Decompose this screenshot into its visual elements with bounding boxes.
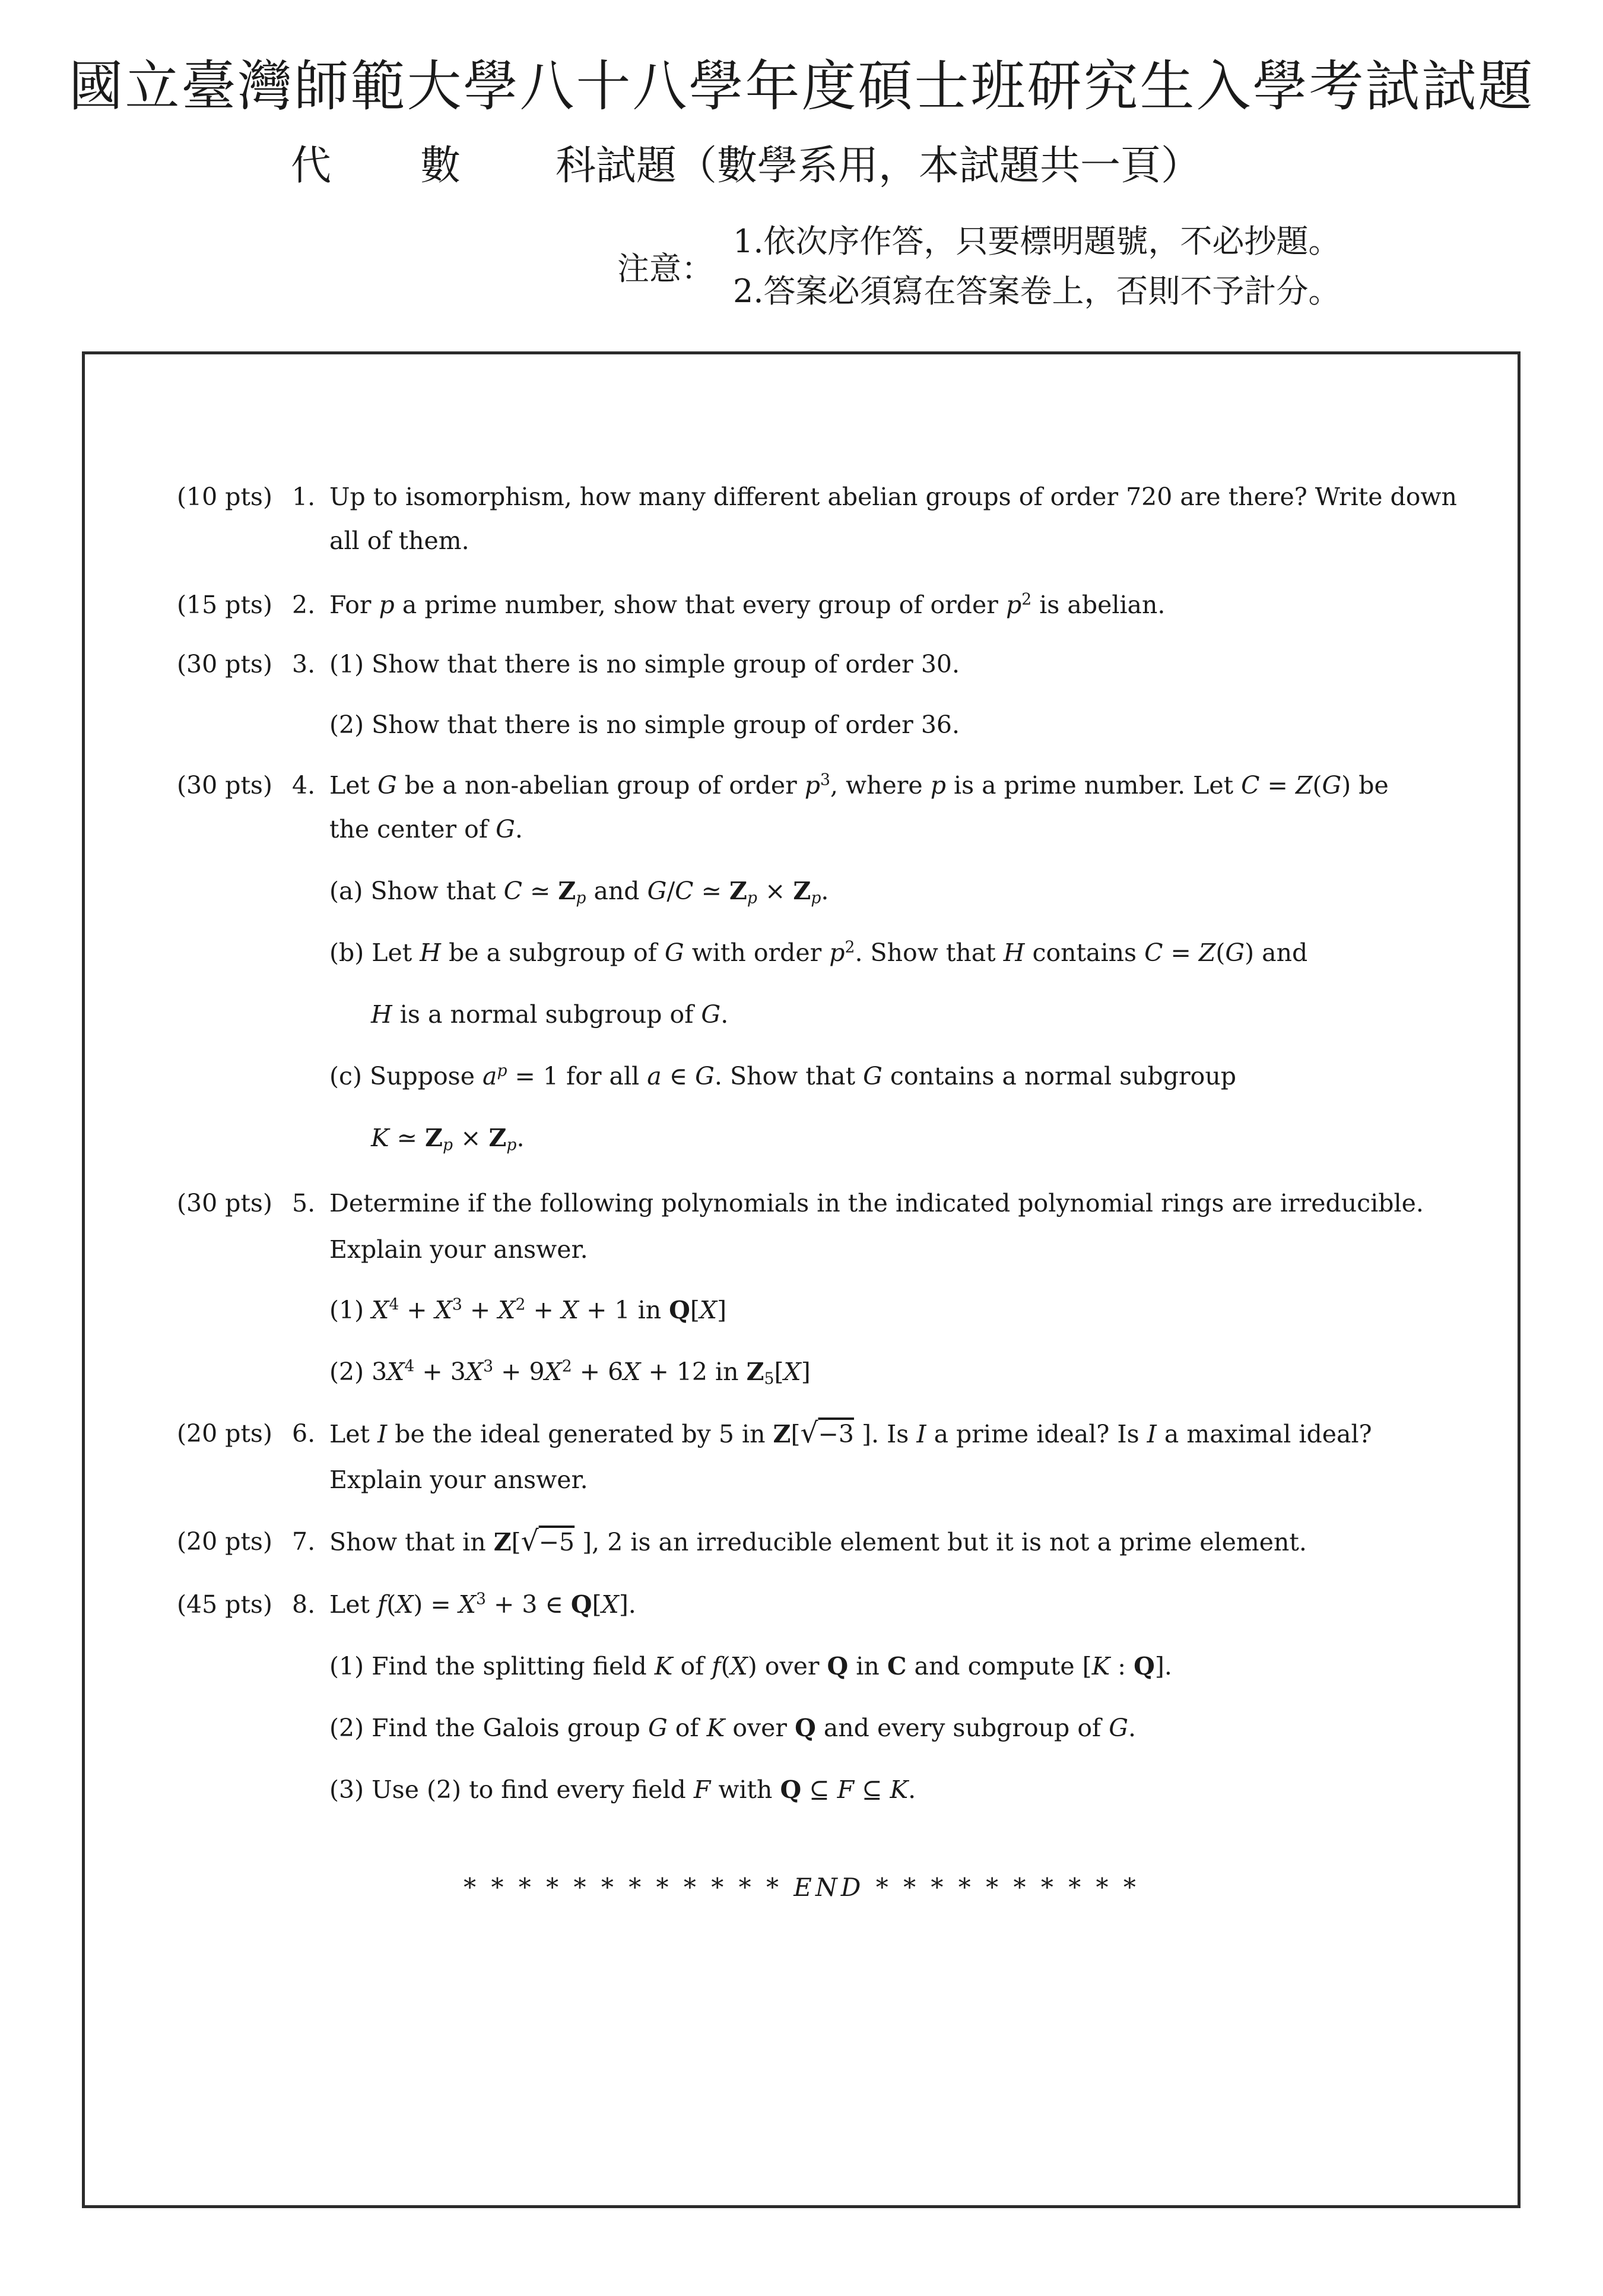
notice-item: 1.依次序作答，只要標明題號，不必抄題。 [733, 223, 1341, 260]
subject-char-2: 數 [420, 142, 461, 189]
question-number: 7. [292, 1527, 316, 1556]
question-number: 5. [292, 1189, 316, 1217]
notice-item: 2.答案必須寫在答案卷上，否則不予計分。 [733, 272, 1341, 310]
notice-items [733, 217, 1341, 316]
question-points: (30 pts) [177, 771, 272, 800]
question-text-cont: Explain your answer. [329, 1466, 588, 1494]
question-part: (1) Show that there is no simple group of order 30. [329, 650, 960, 678]
question-part-a: (a) Show that C ≃ $Z_p$ and G/C ≃ $Z_p \times Z_p$. [329, 877, 829, 908]
question-number: 3. [292, 650, 316, 678]
question-text-cont: all of them. [329, 527, 469, 555]
question-part-c-cont: K ≃ $Z_p \times Z_p$. [371, 1124, 525, 1155]
question-points: (20 pts) [177, 1527, 272, 1556]
end-marker: * * * * * * * * * * * * END * * * * * * * * * * [464, 1873, 1139, 1902]
question-number: 2. [292, 591, 316, 619]
question-points: (30 pts) [177, 650, 272, 678]
question-part: (1) $X^4 + X^3 + X^2 + X + 1$ in Q[X] [329, 1295, 727, 1324]
question-text-cont: the center of G. [329, 815, 523, 843]
question-text: Let I be the ideal generated by 5 in Z[√−3 ]. Is I a prime ideal? Is I a maximal ideal? [329, 1417, 1372, 1450]
question-part-c: (c) Suppose $a^p = 1$ for all a ∈ G. Show that G contains a normal subgroup [329, 1061, 1236, 1090]
question-text-cont: Explain your answer. [329, 1235, 588, 1264]
question-points: (15 pts) [177, 591, 272, 619]
subject-char-1: 代 [291, 142, 332, 189]
question-part: (1) Find the splitting field K of f(X) over Q in C and compute [K : Q]. [329, 1652, 1172, 1680]
exam-header-title: 國立臺灣師範大學八十八學年度碩士班研究生入學考試試題 [68, 55, 1535, 118]
question-number: 4. [292, 771, 316, 800]
subject-line [291, 134, 1201, 191]
question-text: Let $f(X) = X^3 + 3$ ∈ Q[X]. [329, 1590, 636, 1619]
question-text: Up to isomorphism, how many different abelian groups of order 720 are there? Write down [329, 483, 1457, 511]
question-number: 6. [292, 1419, 316, 1448]
question-part: (2) Find the Galois group G of K over Q and every subgroup of G. [329, 1714, 1137, 1742]
subject-description: 科試題（數學系用，本試題共一頁） [556, 142, 1202, 189]
question-frame [82, 351, 1521, 2208]
question-part-b-cont: H is a normal subgroup of G. [371, 1000, 729, 1029]
question-text: Determine if the following polynomials in the indicated polynomial rings are irreducible. [329, 1189, 1424, 1217]
question-part: (2) $3X^4 + 3X^3 + 9X^2 + 6X + 12$ in $Z_5[X]$ [329, 1357, 811, 1388]
question-number: 1. [292, 483, 316, 511]
question-part: (3) Use (2) to find every field F with Q ⊆ F ⊆ K. [329, 1775, 916, 1804]
question-points: (10 pts) [177, 483, 272, 511]
question-part: (2) Show that there is no simple group of order 36. [329, 711, 960, 739]
question-text: Show that in Z[√−5 ], 2 is an irreducible element but it is not a prime element. [329, 1525, 1307, 1558]
question-text: For p a prime number, show that every group of order $p^2$ is abelian. [329, 590, 1166, 619]
question-number: 8. [292, 1590, 316, 1619]
question-part-b: (b) Let H be a subgroup of G with order $p^2$. Show that H contains C = Z(G) and [329, 938, 1308, 967]
question-points: (30 pts) [177, 1189, 272, 1217]
question-points: (45 pts) [177, 1590, 272, 1619]
question-points: (20 pts) [177, 1419, 272, 1448]
question-text: Let G be a non-abelian group of order $p^3$, where p is a prime number. Let C = Z(G) be [329, 770, 1389, 800]
notice-label: 注意： [617, 250, 713, 287]
